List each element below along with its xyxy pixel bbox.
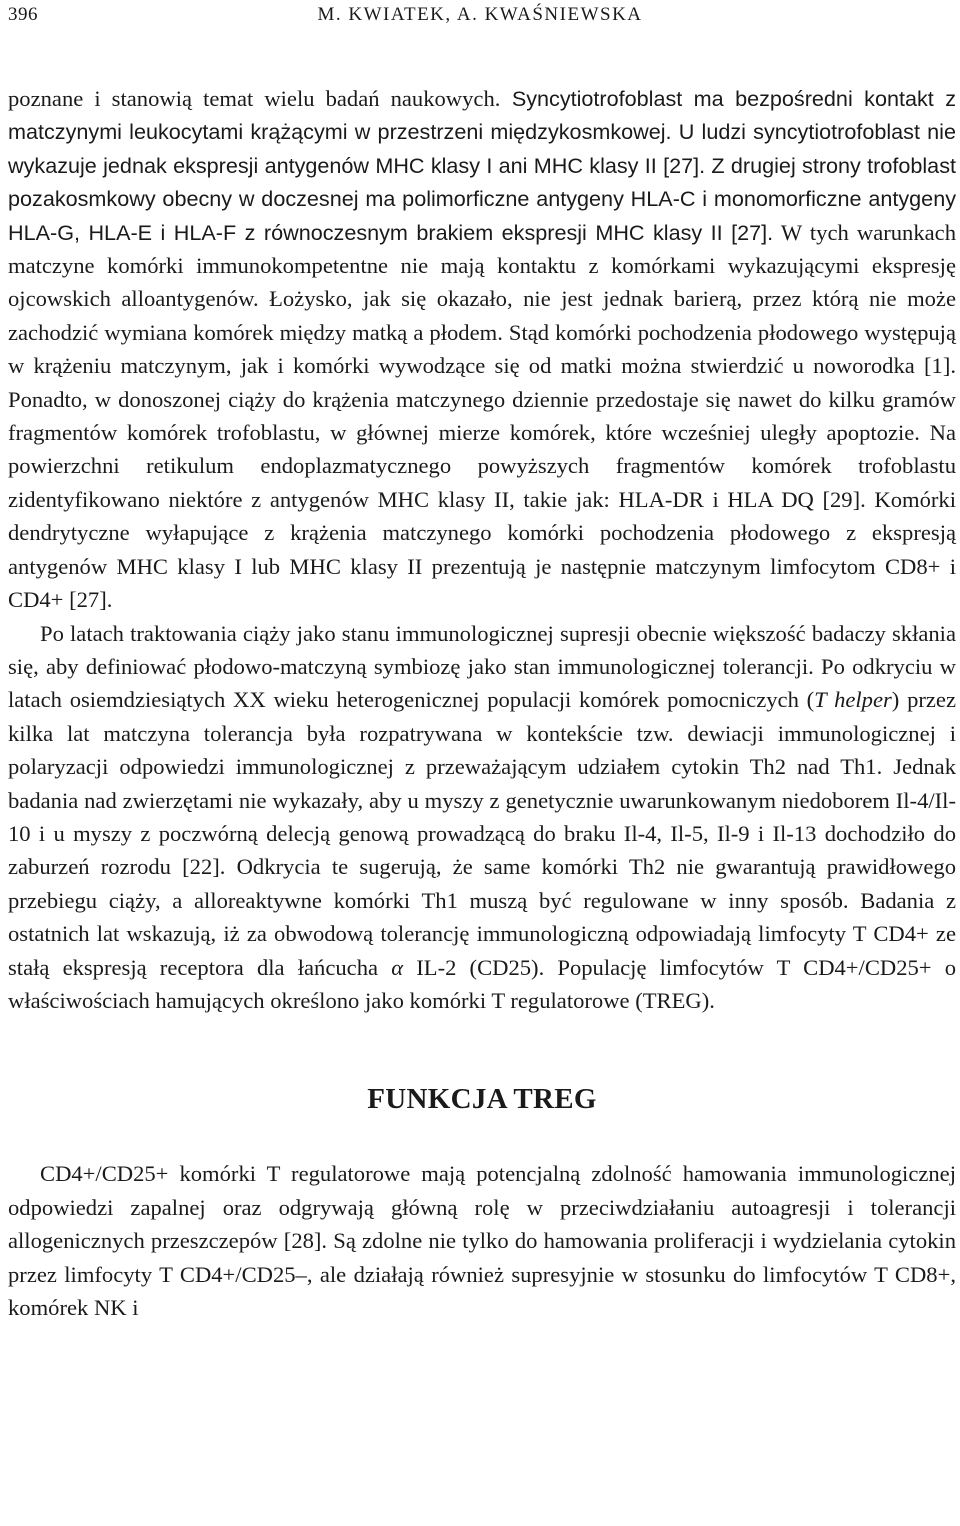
paragraph-2	[8, 617, 956, 1018]
paragraph-1-part-2: Syncytiotrofoblast ma bezpośredni kontakt z matczynymi leukocytami krążącymi w przestrzeni międzykosmkowej. U ludzi syncytiotrofoblast nie wykazuje jednak ekspresji antygenów MHC klasy I ani MHC klasy II [27]. Z drugiej strony trofoblast pozakosmkowy obecny w doczesnej ma polimorficzne antygeny HLA-C i monomorficzne antygeny HLA-G, HLA-E i HLA-F z równoczesnym brakiem ekspresji MHC klasy II [27].	[8, 86, 956, 245]
article-body	[8, 82, 956, 1324]
paragraph-1-part-3: W tych warunkach matczyne komórki immunokompetentne nie mają kontaktu z komórkami wykazującymi ekspresję ojcowskich alloantygenów. Łożysko, jak się okazało, nie jest jednak barierą, przez którą nie może zachodzić wymiana komórek między matką a płodem. Stąd komórki pochodzenia płodowego występują w krążeniu matczynym, jak i komórki wywodzące się od matki można stwierdzić u noworodka [1]. Ponadto, w donoszonej ciąży do krążenia matczynego dziennie przedostaje się nawet do kilku gramów fragmentów komórek trofoblastu, w głównej mierze komórek, które wcześniej uległy apoptozie. Na powierzchni retikulum endoplazmatycznego powyższych fragmentów komórek trofoblastu zidentyfikowano niektóre z antygenów MHC klasy II, takie jak: HLA-DR i HLA DQ [29]. Komórki dendrytyczne wyłapujące z krążenia matczynego komórki pochodzenia płodowego z ekspresją antygenów MHC klasy I lub MHC klasy II prezentują je następnie matczynym limfocytom CD8+ i CD4+ [27].	[8, 219, 956, 613]
running-head-authors: M. KWIATEK, A. KWAŚNIEWSKA	[317, 4, 643, 25]
paragraph-2-part-1: Po latach traktowania ciąży jako stanu immunologicznej supresji obecnie większość badaczy skłania się, aby definiować płodowo-matczyną symbiozę jako stan immunologicznej tolerancji. Po odkryciu w latach osiemdziesiątych XX wieku heterogenicznej populacji komórek pomocniczych (	[8, 620, 956, 713]
paragraph-2-part-2: ) przez kilka lat matczyna tolerancja była rozpatrywana w kontekście tzw. dewiacji immunologicznej i polaryzacji odpowiedzi immunologicznej z przeważającym udziałem cytokin Th2 nad Th1. Jednak badania nad zwierzętami nie wykazały, aby u myszy z genetycznie uwarunkowanym niedoborem Il-4/Il-10 i u myszy z poczwórną delecją genową prowadzącą do braku Il-4, Il-5, Il-9 i Il-13 dochodziło do zaburzeń rozrodu [22]. Odkrycia te sugerują, że same komórki Th2 nie gwarantują prawidłowego przebiegu ciąży, a alloreaktywne komórki Th1 muszą być regulowane w inny sposób. Badania z ostatnich lat wskazują, iż za obwodową tolerancję immunologiczną odpowiadają limfocyty T CD4+ ze stałą ekspresją receptora dla łańcucha	[8, 687, 956, 980]
paragraph-2-italic-term: T helper	[814, 687, 892, 713]
running-head	[8, 4, 952, 28]
section-heading: FUNKCJA TREG	[367, 1083, 597, 1116]
section-paragraph: CD4+/CD25+ komórki T regulatorowe mają potencjalną zdolność hamowania immunologicznej odpowiedzi zapalnej oraz odgrywają główną rolę w przeciwdziałaniu autoagresji i tolerancji allogenicznych przeszczepów [28]. Są zdolne nie tylko do hamowania proliferacji i wydzielania cytokin przez limfocyty T CD4+/CD25–, ale działają również supresyjnie w stosunku do limfocytów T CD8+, komórek NK i	[8, 1161, 956, 1320]
page-number: 396	[8, 4, 38, 25]
paragraph-1-part-1: poznane i stanowią temat wielu badań naukowych.	[8, 86, 501, 111]
paragraph-1	[8, 82, 956, 617]
paragraph-2-part-3: IL-2 (CD25). Populację limfocytów T CD4+/CD25+ o właściwościach hamujących określono jako komórki T regulatorowe (TREG).	[8, 954, 957, 1013]
paragraph-2-greek-alpha: α	[391, 954, 404, 980]
